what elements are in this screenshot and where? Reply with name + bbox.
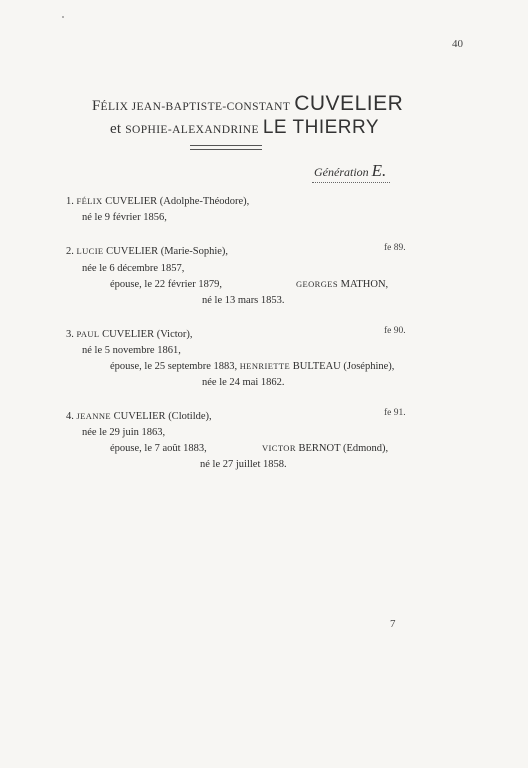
entry-3-other-names: (Victor), <box>156 329 193 340</box>
entry-1-number: 1. <box>66 196 74 207</box>
title-given-names: ÉLIX JEAN-BAPTISTE-CONSTANT <box>100 101 291 113</box>
entry-3-name <box>66 329 193 340</box>
entry-4-marriage: épouse, le 7 août 1883, <box>110 443 207 454</box>
entry-4-other-names: (Clotilde), <box>168 411 212 422</box>
entry-4-number: 4. <box>66 411 74 422</box>
entry-2-spouse-given: GEORGES <box>296 279 338 289</box>
entry-1-surname: CUVELIER <box>105 196 158 207</box>
entry-4-given: JEANNE <box>76 411 112 421</box>
page-number: 40 <box>452 38 463 50</box>
entry-3-surname: CUVELIER <box>102 329 155 340</box>
entry-3-spouse-given: HENRIETTE <box>239 361 291 371</box>
generation-heading <box>314 161 386 181</box>
title-given-initial: F <box>92 98 101 114</box>
paper-speck <box>62 16 64 18</box>
entry-4-birth: née le 29 juin 1863, <box>82 427 166 438</box>
entry-2-surname: CUVELIER <box>106 246 159 257</box>
title-rule-top <box>190 145 262 146</box>
title-conjunction: et <box>110 121 122 137</box>
entry-2-birth: née le 6 décembre 1857, <box>82 263 185 274</box>
entry-3-marriage <box>110 361 394 372</box>
entry-2-spouse-birth: né le 13 mars 1853. <box>202 295 285 306</box>
entry-2-name <box>66 246 228 257</box>
entry-4-spouse-other: (Edmond), <box>342 443 389 454</box>
entry-4-spouse-surname: BERNOT <box>298 443 341 454</box>
generation-letter: E. <box>371 161 387 180</box>
entry-3-spouse-other: (Joséphine), <box>343 361 395 372</box>
entry-1-given: FÉLIX <box>76 196 103 206</box>
title-line-2 <box>110 117 379 139</box>
entry-3-spouse-surname: BULTEAU <box>292 361 341 372</box>
title-surname-1: CUVELIER <box>294 92 404 115</box>
entry-2-other-names: (Marie-Sophie), <box>160 246 229 257</box>
entry-1-other-names: (Adolphe-Théodore), <box>159 196 250 207</box>
title-line-1 <box>92 92 403 116</box>
entry-1-name <box>66 196 249 207</box>
title-surname-2: LE THIERRY <box>262 117 380 138</box>
entry-3-spouse-birth: née le 24 mai 1862. <box>202 377 285 388</box>
footer-number: 7 <box>390 618 396 630</box>
entry-3-birth: né le 5 novembre 1861, <box>82 345 181 356</box>
entry-2-number: 2. <box>66 246 74 257</box>
entry-3-number: 3. <box>66 329 74 340</box>
entry-4-spouse-birth: né le 27 juillet 1858. <box>200 459 287 470</box>
generation-underline <box>312 182 390 183</box>
entry-4-name <box>66 411 212 422</box>
entry-2-reference: fe 89. <box>384 243 406 253</box>
entry-4-surname: CUVELIER <box>113 411 166 422</box>
entry-3-given: PAUL <box>76 329 100 339</box>
entry-2-given: LUCIE <box>76 246 104 256</box>
entry-2-marriage: épouse, le 22 février 1879, <box>110 279 222 290</box>
title-rule-bottom <box>190 149 262 150</box>
entry-4-spouse <box>262 443 388 454</box>
entry-2-spouse-surname: MATHON, <box>340 279 389 290</box>
entry-1-birth: né le 9 février 1856, <box>82 212 167 223</box>
entry-3-marriage-date: épouse, le 25 septembre 1883, <box>110 361 238 372</box>
generation-label: Génération <box>314 165 369 179</box>
entry-4-spouse-given: VICTOR <box>262 443 296 453</box>
entry-4-reference: fe 91. <box>384 408 406 418</box>
entry-2-spouse <box>296 279 388 290</box>
entry-3-reference: fe 90. <box>384 326 406 336</box>
title-given-names-2: SOPHIE-ALEXANDRINE <box>125 124 259 136</box>
